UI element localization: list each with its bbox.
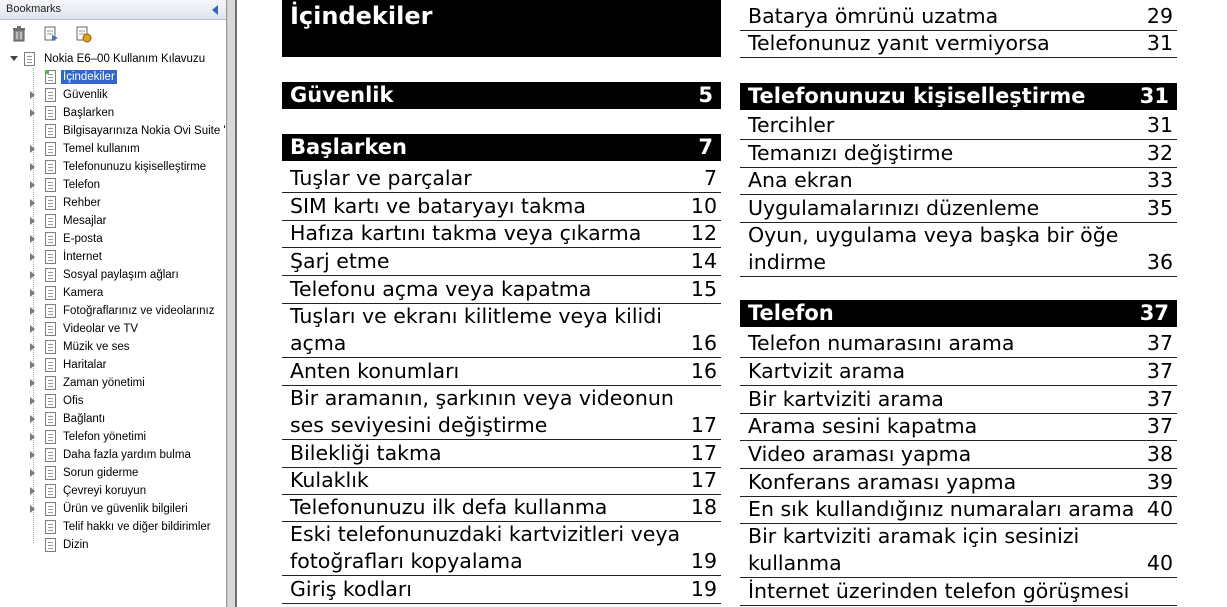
bookmark-page-icon [45,196,56,210]
bookmark-item[interactable] [0,320,227,338]
toc-entry-title-line2: indirme [748,250,827,274]
bookmark-label: İnternet [63,251,102,263]
toc-entry-title: İnternet üzerinden telefon görüşmesi [748,579,1130,603]
bookmark-item[interactable] [0,194,227,212]
expand-icon[interactable] [30,307,35,315]
toc-entry-title: Eski telefonunuzdaki kartvizitleri veya [290,522,681,546]
bookmark-item[interactable] [0,158,227,176]
expand-icon[interactable] [30,235,35,243]
toc-entry-title: Bilekliği takma [290,441,442,465]
toc-entry[interactable] [740,358,1177,386]
bookmark-page-icon [45,484,56,498]
expand-icon[interactable] [30,379,35,387]
toc-entry[interactable] [282,358,721,386]
toc-entry-title: Telefonu açma veya kapatma [290,277,592,301]
expand-icon[interactable] [30,91,35,99]
expand-icon[interactable] [30,253,35,261]
toc-entry-title: Bir aramanın, şarkının veya videonun [290,386,674,410]
bookmark-label: Ürün ve güvenlik bilgileri [63,503,188,515]
bookmark-item[interactable] [0,86,227,104]
toc-entry[interactable] [740,195,1177,223]
bookmark-item[interactable] [0,464,227,482]
new-bookmark-icon [42,25,60,43]
expand-icon[interactable] [30,145,35,153]
toc-entry-page: 37 [1146,387,1173,411]
bookmark-item[interactable] [0,266,227,284]
bookmarks-title: Bookmarks [6,3,62,15]
toc-entry[interactable] [740,112,1177,140]
bookmark-label: Çevreyi koruyun [63,485,147,497]
bookmark-page-icon [45,286,56,300]
toc-entry[interactable] [740,386,1177,414]
collapse-root-icon[interactable] [10,56,18,61]
expand-icon[interactable] [30,415,35,423]
toc-entry-page: 17 [690,468,717,492]
bookmark-label: Kamera [63,287,104,299]
expand-icon[interactable] [30,217,35,225]
toc-entry-title-line2: fotoğrafları kopyalama [290,549,523,573]
bookmark-label: Fotoğraflarınız ve videolarınız [63,305,215,317]
toc-entry[interactable] [282,576,721,604]
document-view [237,0,1227,607]
bookmark-label: İçindekiler [63,71,115,83]
expand-icon[interactable] [30,487,35,495]
toc-entry[interactable] [282,467,721,495]
delete-bookmark-button[interactable] [10,25,28,43]
bookmark-item[interactable] [0,284,227,302]
bookmark-page-icon [45,214,56,228]
expand-icon[interactable] [30,361,35,369]
bookmark-page-icon [45,250,56,264]
toc-entry[interactable] [282,385,721,440]
tree-root-label: Nokia E6–00 Kullanım Kılavuzu [44,53,206,65]
toc-entry-title: Telefonunuz yanıt vermiyorsa [748,31,1050,55]
bookmark-item[interactable] [0,338,227,356]
expand-icon[interactable] [30,505,35,513]
bookmark-item[interactable] [0,428,227,446]
section-title: Telefon [748,301,834,325]
bookmark-label: Zaman yönetimi [63,377,145,389]
toc-entry-title: Video araması yapma [748,442,972,466]
toc-entry[interactable] [740,578,1177,606]
toc-entry-page: 39 [1146,470,1173,494]
bookmarks-toolbar [0,20,226,48]
section-page: 37 [1139,301,1169,325]
tree-root-item[interactable] [0,50,227,68]
toc-section-telefon[interactable] [740,300,1177,327]
bookmark-page-icon [45,106,56,120]
bookmark-page-icon [45,448,56,462]
toc-entry-page: 17 [690,413,717,437]
toc-entry-title: Anten konumları [290,359,460,383]
toc-entry-title: Giriş kodları [290,577,412,601]
toc-entry[interactable] [282,494,721,522]
bookmark-label: Sosyal paylaşım ağları [63,269,179,281]
bookmarks-header [0,0,226,20]
toc-entry-page: 7 [703,166,717,190]
toc-entry-title: Şarj etme [290,249,390,273]
toc-entry[interactable] [740,222,1177,277]
toc-entry[interactable] [740,3,1177,31]
bookmark-item[interactable] [0,374,227,392]
expand-icon[interactable] [30,289,35,297]
bookmark-item[interactable] [0,482,227,500]
toc-entry-page: 19 [690,549,717,573]
toc-entry-page: 19 [690,577,717,601]
bookmark-item[interactable] [0,122,227,140]
expand-icon[interactable] [30,325,35,333]
bookmark-page-icon [45,232,56,246]
toc-entry[interactable] [282,165,721,193]
toc-entry-title: Bir kartviziti aramak için sesinizi [748,524,1080,548]
toc-entry[interactable] [740,496,1177,524]
toc-entry[interactable] [740,167,1177,195]
toc-entry-page: 40 [1146,551,1173,575]
bookmark-label: Ofis [63,395,84,407]
toc-entry[interactable] [282,440,721,468]
bookmark-item[interactable] [0,446,227,464]
bookmark-label: Müzik ve ses [63,341,130,353]
toc-entry[interactable] [740,413,1177,441]
bookmark-label: Haritalar [63,359,107,371]
toc-entry-title-line2: kullanma [748,551,842,575]
toc-entry-page: 32 [1146,141,1173,165]
bookmark-page-icon [45,394,56,408]
toc-entry-page: 37 [1146,359,1173,383]
bookmark-item[interactable] [0,518,227,536]
bookmark-label: Videolar ve TV [63,323,139,335]
toc-entry-title: Arama sesini kapatma [748,414,978,438]
toc-entry-title: Oyun, uygulama veya başka bir öğe [748,223,1119,247]
bookmark-page-icon [45,538,56,552]
bookmark-item[interactable] [0,536,227,554]
toc-entry-page: 14 [690,249,717,273]
section-title: Başlarken [290,135,407,159]
toc-entry[interactable] [740,330,1177,358]
toc-entry[interactable] [282,248,721,276]
bookmark-item[interactable] [0,302,227,320]
bookmark-page-icon [45,160,56,174]
bookmark-label: Bilgisayarınıza Nokia Ovi Suite ' [63,125,226,137]
toc-entry[interactable] [282,193,721,221]
toc-entry-page: 12 [690,221,717,245]
bookmark-label: Telefonunuzu kişiselleştirme [63,161,207,173]
toc-entry-title: Tuşları ve ekranı kilitleme veya kilidi [290,304,662,328]
toc-entry-page: 16 [690,331,717,355]
bookmark-label: Dizin [63,539,89,551]
tree-items [0,68,227,554]
expand-icon[interactable] [30,163,35,171]
bookmark-page-icon [45,142,56,156]
bookmark-label: Telefon [63,179,101,191]
toc-entry-title: Konferans araması yapma [748,470,1017,494]
toc-entry-page: 29 [1146,4,1173,28]
bookmark-page-icon [45,268,56,282]
bookmark-item[interactable] [0,392,227,410]
bookmark-label: Başlarken [63,107,115,119]
section-page: 5 [698,83,713,107]
toc-entry[interactable] [740,441,1177,469]
bookmark-page-icon [45,304,56,318]
toc-entry-title: Tercihler [748,113,835,137]
bookmark-item[interactable] [0,356,227,374]
bookmark-page-icon [45,178,56,192]
toc-entry[interactable] [740,30,1177,58]
bookmark-page-icon [45,70,56,84]
bookmark-page-icon [45,466,56,480]
toc-entry-page: 36 [1146,250,1173,274]
bookmark-page-icon [45,520,56,534]
toc-entry-title-line2: ses seviyesini değiştirme [290,413,548,437]
bookmark-label: Telefon yönetimi [63,431,147,443]
bookmark-page-icon [45,340,56,354]
bookmark-label: Daha fazla yardım bulma [63,449,191,461]
toc-entry[interactable] [740,469,1177,497]
bookmark-label: Temel kullanım [63,143,140,155]
toc-entry-title: Telefon numarasını arama [748,331,1015,355]
section-title: Telefonunuzu kişiselleştirme [748,84,1086,108]
toc-entry-page: 33 [1146,168,1173,192]
bookmark-label: Sorun giderme [63,467,139,479]
toc-entry-page: 40 [1146,497,1173,521]
bookmark-label: Güvenlik [63,89,108,101]
bookmark-item[interactable] [0,140,227,158]
toc-entry-page: 15 [690,277,717,301]
toc-entry-title: Batarya ömrünü uzatma [748,4,999,28]
bookmarks-panel [0,0,227,607]
expand-icon[interactable] [30,343,35,351]
document-icon [24,52,35,66]
toc-entry-page: 35 [1146,196,1173,220]
toc-entry-title: En sık kullandığınız numaraları arama [748,497,1135,521]
toc-entry[interactable] [282,303,721,358]
new-bookmark-button[interactable] [42,25,60,43]
expand-icon[interactable] [30,433,35,441]
expand-icon[interactable] [30,469,35,477]
bookmark-properties-icon [74,25,92,43]
bookmark-label: Rehber [63,197,101,209]
bookmark-item[interactable] [0,230,227,248]
bookmark-item[interactable] [0,410,227,428]
bookmark-properties-button[interactable] [74,25,92,43]
toc-entry-title: Hafıza kartını takma veya çıkarma [290,221,642,245]
bookmark-item[interactable] [0,176,227,194]
expand-icon[interactable] [30,181,35,189]
bookmark-item[interactable] [0,104,227,122]
bookmark-label: Telif hakkı ve diğer bildirimler [63,521,211,533]
toc-title: İçindekiler [290,2,433,30]
toc-entry-page: 17 [690,441,717,465]
bookmark-item[interactable] [0,248,227,266]
bookmark-item[interactable] [0,68,227,86]
toc-entry-title: Ana ekran [748,168,853,192]
bookmark-page-icon [45,124,56,138]
toc-section-baslarken[interactable] [282,134,721,161]
bookmark-page-icon [45,322,56,336]
expand-icon[interactable] [30,199,35,207]
bookmark-page-icon [45,502,56,516]
toc-entry[interactable] [282,276,721,304]
toc-entry[interactable] [740,523,1177,578]
toc-section-kisisellestirme[interactable] [740,83,1177,110]
toc-entry-title: Telefonunuzu ilk defa kullanma [290,495,608,519]
bookmark-label: Mesajlar [63,215,107,227]
toc-entry-page: 37 [1146,414,1173,438]
expand-icon[interactable] [30,397,35,405]
toc-entry-page: 16 [690,359,717,383]
toc-entry[interactable] [282,521,721,576]
toc-section-guvenlik[interactable] [282,82,721,109]
trash-icon [10,25,28,43]
toc-entry-page: 31 [1146,31,1173,55]
panel-splitter[interactable] [227,0,237,607]
toc-entry-page: 10 [690,194,717,218]
toc-entry[interactable] [740,140,1177,168]
bookmark-page-icon [45,358,56,372]
bookmark-label: E-posta [63,233,103,245]
bookmark-page-icon [45,430,56,444]
bookmarks-tree [0,50,227,554]
expand-icon[interactable] [30,451,35,459]
toc-entry-title: Kulaklık [290,468,369,492]
toc-entry-page: 18 [690,495,717,519]
section-page: 7 [698,135,713,159]
toc-entry[interactable] [282,220,721,248]
toc-entry-title-line2: açma [290,331,347,355]
bookmark-item[interactable] [0,500,227,518]
bookmark-item[interactable] [0,212,227,230]
expand-icon[interactable] [30,109,35,117]
section-page: 31 [1139,84,1169,108]
toc-entry-title: Kartvizit arama [748,359,906,383]
bookmark-page-icon [45,412,56,426]
toc-entry-title: Tuşlar ve parçalar [290,166,472,190]
toc-entry-page: 37 [1146,331,1173,355]
toc-entry-title: Bir kartviziti arama [748,387,944,411]
toc-entry-title: Temanızı değiştirme [748,141,954,165]
toc-entry-title: Uygulamalarınızı düzenleme [748,196,1040,220]
collapse-panel-icon[interactable] [212,5,218,15]
toc-entry-title: SIM kartı ve bataryayı takma [290,194,586,218]
bookmark-label: Bağlantı [63,413,106,425]
expand-icon[interactable] [30,271,35,279]
section-title: Güvenlik [290,83,394,107]
toc-entry-page: 38 [1146,442,1173,466]
bookmark-page-icon [45,376,56,390]
toc-entry-page: 31 [1146,113,1173,137]
bookmark-page-icon [45,88,56,102]
toc-title-box [282,0,721,57]
